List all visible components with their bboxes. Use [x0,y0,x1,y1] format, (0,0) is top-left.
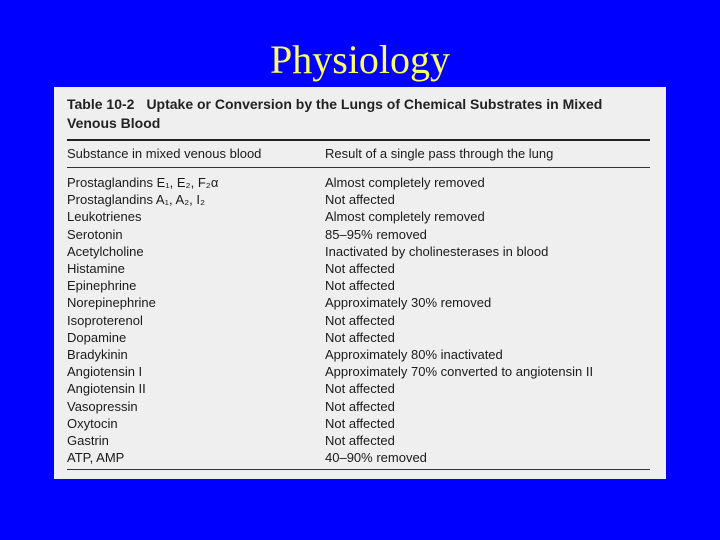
table-row [67,277,650,294]
result-cell: Not affected [325,433,395,449]
substance-cell: Gastrin [67,433,109,449]
result-cell: Inactivated by cholinesterases in blood [325,243,549,259]
table-header-row [67,145,650,163]
table-bottom-rule [67,469,650,470]
table-caption [67,95,650,133]
table-row [67,415,650,432]
substance-cell: Prostaglandins A₁, A₂, I₂ [67,192,206,208]
table-caption-text: Uptake or Conversion by the Lungs of Chemical Substrates in Mixed Venous Blood [67,96,603,131]
table-row [67,363,650,380]
header-rule [67,167,650,168]
substance-cell: Prostaglandins E₁, E₂, F₂α [67,175,219,190]
substance-cell: Serotonin [67,226,123,242]
table-row [67,243,650,260]
table-row [67,432,650,449]
table-row [67,174,650,191]
result-cell: Approximately 70% converted to angiotensin II [325,364,594,380]
substance-cell: Dopamine [67,329,127,345]
result-cell: Not affected [325,278,395,294]
result-cell: Almost completely removed [325,175,485,190]
table-row [67,260,650,277]
result-cell: Not affected [325,261,395,277]
substance-cell: Oxytocin [67,415,118,431]
table-row [67,226,650,243]
result-cell: Not affected [325,415,395,431]
table-row [67,346,650,363]
table-row [67,380,650,397]
substance-cell: Norepinephrine [67,295,156,311]
table-row [67,191,650,208]
caption-rule [67,139,650,141]
substance-cell: Angiotensin I [67,364,143,380]
result-cell: Not affected [325,192,395,208]
table-body [67,174,650,466]
table-row [67,449,650,466]
table-number: Table 10-2 [67,96,135,112]
table-row [67,208,650,225]
table-row [67,329,650,346]
result-cell: 40–90% removed [325,450,427,466]
substance-cell: Bradykinin [67,347,128,363]
substance-cell: Vasopressin [67,398,138,414]
substance-cell: ATP, AMP [67,450,125,466]
result-cell: Approximately 30% removed [325,295,492,311]
header-result: Result of a single pass through the lung [325,146,554,161]
result-cell: Approximately 80% inactivated [325,347,503,363]
table-figure [54,87,666,479]
slide-title: Physiology [269,37,451,82]
result-cell: Not affected [325,381,395,397]
substance-cell: Acetylcholine [67,243,144,259]
substance-cell: Isoproterenol [67,312,143,328]
table-row [67,312,650,329]
substance-cell: Angiotensin II [67,381,146,397]
result-cell: Not affected [325,398,395,414]
result-cell: Not affected [325,329,395,345]
result-cell: Not affected [325,312,395,328]
result-cell: 85–95% removed [325,226,427,242]
result-cell: Almost completely removed [325,209,485,225]
table-row [67,398,650,415]
table-row [67,294,650,311]
substance-cell: Leukotrienes [67,209,142,225]
substance-cell: Histamine [67,261,125,277]
header-substance: Substance in mixed venous blood [67,146,262,161]
substance-cell: Epinephrine [67,278,137,294]
